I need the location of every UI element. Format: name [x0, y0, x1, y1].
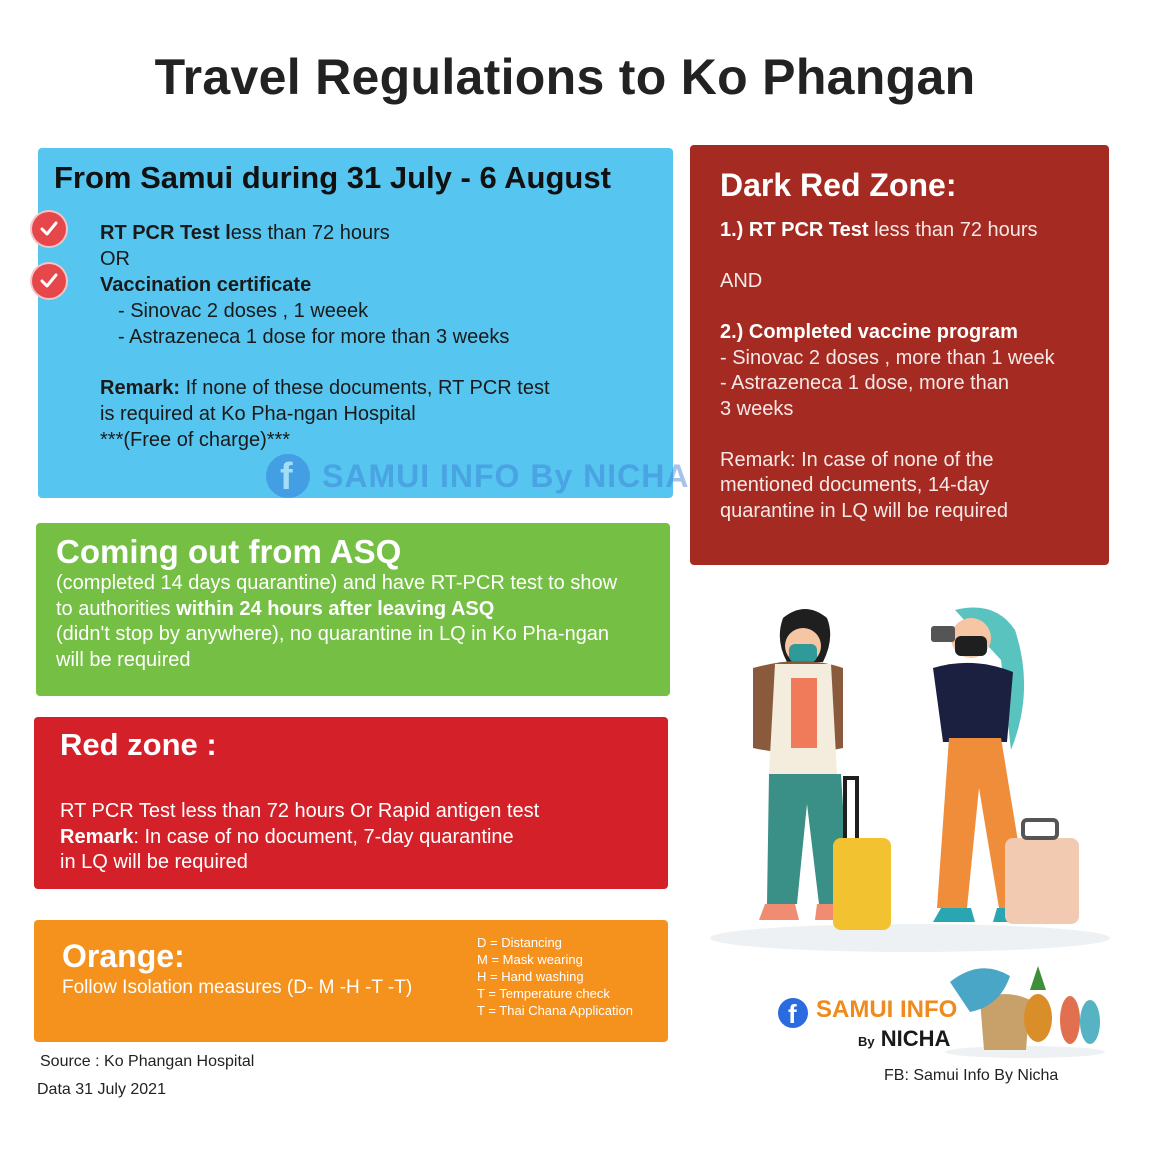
remark-line-2: is required at Ko Pha-ngan Hospital — [100, 403, 416, 425]
asq-line-4: will be required — [56, 648, 191, 671]
dark-red-remark-2: mentioned documents, 14-day — [720, 474, 990, 496]
red-zone-remark — [60, 825, 642, 851]
watermark-text: SAMUI INFO By NICHA — [322, 457, 690, 494]
brand-name: NICHA — [880, 1026, 951, 1051]
brand-line-2 — [858, 1026, 950, 1052]
or-text: OR — [100, 248, 130, 270]
page-title: Travel Regulations to Ko Phangan — [154, 49, 976, 105]
watermark — [266, 454, 689, 498]
dark-red-item-2-label: 2.) Completed vaccine program — [720, 321, 1018, 343]
samui-heading: From Samui during 31 July - 6 August — [54, 160, 611, 195]
beach-items-illustration — [940, 960, 1110, 1060]
facebook-icon: f — [778, 998, 808, 1028]
vaccine-requirement — [54, 272, 657, 298]
dark-red-remark-3: quarantine in LQ will be required — [720, 499, 1008, 522]
source-text: Source : Ko Phangan Hospital — [40, 1053, 255, 1070]
dark-red-item-2 — [720, 320, 1079, 346]
dark-red-sinovac: - Sinovac 2 doses , more than 1 week — [720, 346, 1055, 369]
red-zone-panel — [34, 717, 668, 889]
red-zone-line-3: in LQ will be required — [60, 851, 248, 873]
dark-red-item-1-label: 1.) RT PCR Test — [720, 219, 869, 241]
samui-remark — [54, 375, 657, 401]
check-icon — [32, 212, 66, 246]
brand-by: By — [858, 1034, 875, 1049]
dark-red-astrazeneca: - Astrazeneca 1 dose, more than — [720, 372, 1010, 394]
pcr-label: RT PCR Test l — [100, 222, 231, 244]
vaccine-label: Vaccination certificate — [100, 274, 312, 296]
legend-item: T = Temperature check — [477, 986, 610, 1001]
dark-red-zone-panel — [690, 145, 1109, 565]
measures-legend — [477, 934, 633, 1019]
pcr-requirement — [54, 220, 657, 246]
orange-heading: Orange: — [62, 938, 185, 974]
asq-line-2-bold: within 24 hours after leaving ASQ — [176, 597, 495, 620]
date-text: Data 31 July 2021 — [37, 1081, 166, 1098]
asq-line-1: (completed 14 days quarantine) and have RT-PCR test to show — [56, 572, 618, 594]
asq-panel — [36, 523, 670, 696]
facebook-page-text: FB: Samui Info By Nicha — [884, 1067, 1059, 1084]
remark-line-3: ***(Free of charge)*** — [100, 429, 291, 451]
legend-item: D = Distancing — [477, 935, 562, 950]
dark-red-item-1 — [720, 218, 1079, 244]
facebook-icon: f — [266, 454, 310, 498]
brand-line-1: SAMUI INFO — [816, 996, 958, 1023]
orange-panel — [34, 920, 668, 1042]
dark-red-item-1-detail: less than 72 hours — [868, 219, 1038, 241]
orange-text: Follow Isolation measures (D- M -H -T -T) — [62, 977, 413, 998]
dark-red-remark-1: Remark: In case of none of the — [720, 448, 994, 471]
asq-line-2 — [56, 597, 650, 623]
asq-line-3: (didn't stop by anywhere), no quarantine in LQ in Ko Pha-ngan — [56, 623, 610, 645]
red-zone-remark-text: : In case of no document, 7-day quarantine — [133, 825, 514, 848]
travelers-illustration — [705, 598, 1115, 958]
sinovac-item: - Sinovac 2 doses , 1 weeek — [118, 300, 369, 322]
remark-text: If none of these documents, RT PCR test — [180, 377, 550, 399]
check-icon — [32, 264, 66, 298]
and-text: AND — [720, 270, 763, 292]
asq-heading: Coming out from ASQ — [56, 533, 402, 570]
dark-red-astrazeneca-cont: 3 weeks — [720, 397, 794, 420]
remark-label: Remark: — [100, 377, 181, 399]
dark-red-heading: Dark Red Zone: — [720, 167, 957, 203]
legend-item: T = Thai Chana Application — [477, 1003, 633, 1018]
red-zone-line-1: RT PCR Test less than 72 hours Or Rapid antigen test — [60, 800, 540, 822]
legend-item: M = Mask wearing — [477, 952, 583, 967]
red-zone-heading: Red zone : — [60, 727, 217, 762]
red-zone-remark-label: Remark — [60, 825, 134, 848]
legend-item: H = Hand washing — [477, 969, 584, 984]
astrazeneca-item: - Astrazeneca 1 dose for more than 3 weeks — [118, 326, 510, 348]
samui-panel — [38, 148, 673, 498]
asq-line-2-start: to authorities — [56, 597, 177, 620]
pcr-detail: ess than 72 hours — [230, 222, 390, 244]
